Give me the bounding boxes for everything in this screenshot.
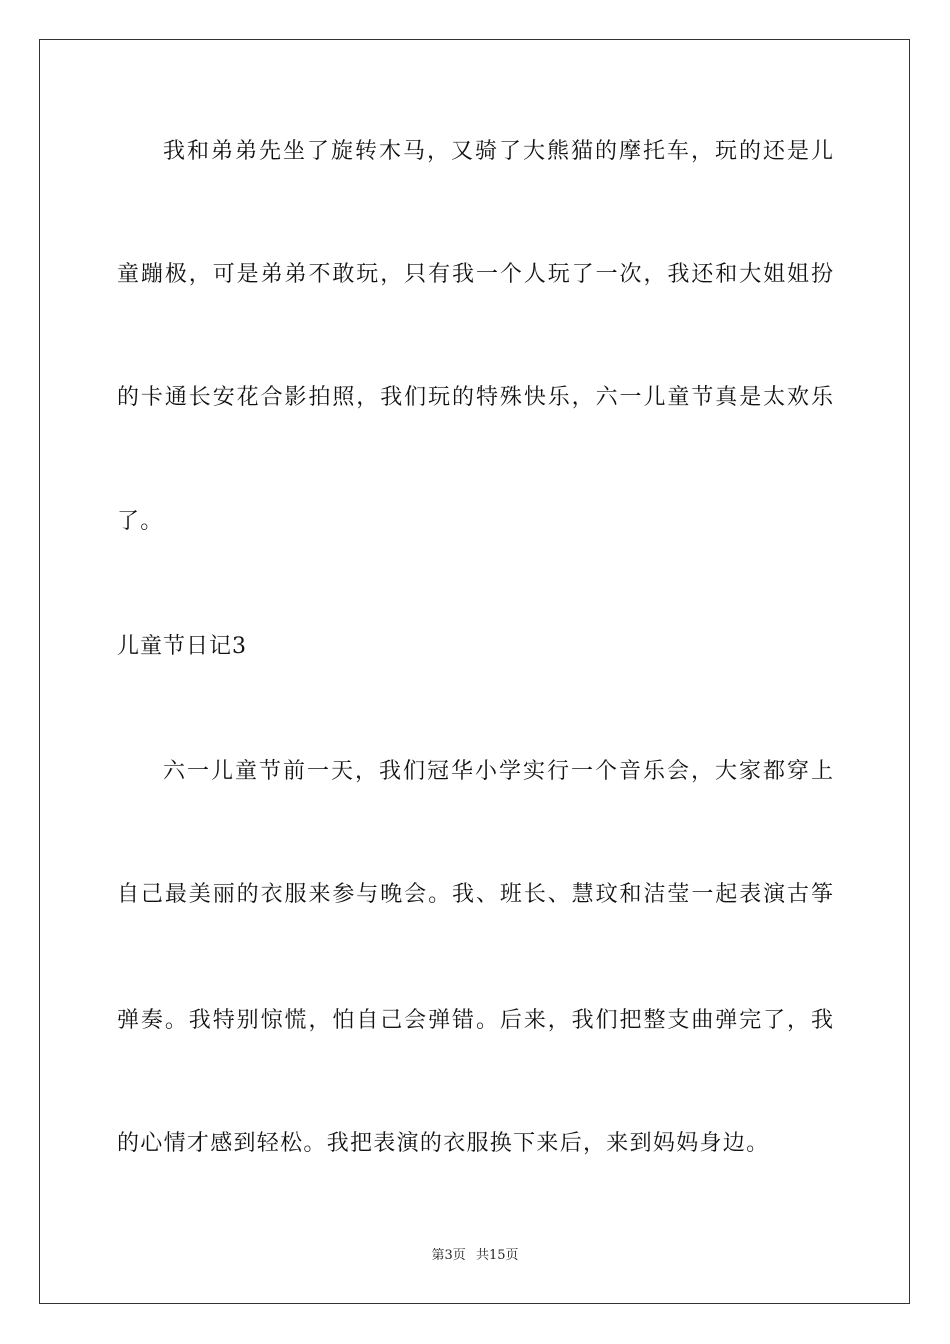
page-total: 共15页 <box>475 1248 519 1263</box>
paragraph-line: 六一儿童节前一天，我们冠华小学实行一个音乐会，大家都穿上 <box>163 759 833 784</box>
page-border <box>39 39 910 1304</box>
section-heading: 儿童节日记3 <box>117 634 247 659</box>
paragraph-line: 的卡通长安花合影拍照，我们玩的特殊快乐，六一儿童节真是太欢乐 <box>117 385 833 410</box>
page-footer <box>0 1246 950 1266</box>
paragraph-line: 弹奏。我特别惊慌，怕自己会弹错。后来，我们把整支曲弹完了，我 <box>117 1008 833 1033</box>
page-number: 第3页 <box>431 1248 466 1263</box>
paragraph-line: 童蹦极，可是弟弟不敢玩，只有我一个人玩了一次，我还和大姐姐扮 <box>117 262 833 287</box>
paragraph-line: 我和弟弟先坐了旋转木马，又骑了大熊猫的摩托车，玩的还是儿 <box>163 139 833 164</box>
paragraph-line: 的心情才感到轻松。我把表演的衣服换下来后，来到妈妈身边。 <box>117 1131 770 1156</box>
paragraph-line: 自己最美丽的衣服来参与晚会。我、班长、慧玟和洁莹一起表演古筝 <box>117 882 833 907</box>
paragraph-line: 了。 <box>117 509 164 534</box>
